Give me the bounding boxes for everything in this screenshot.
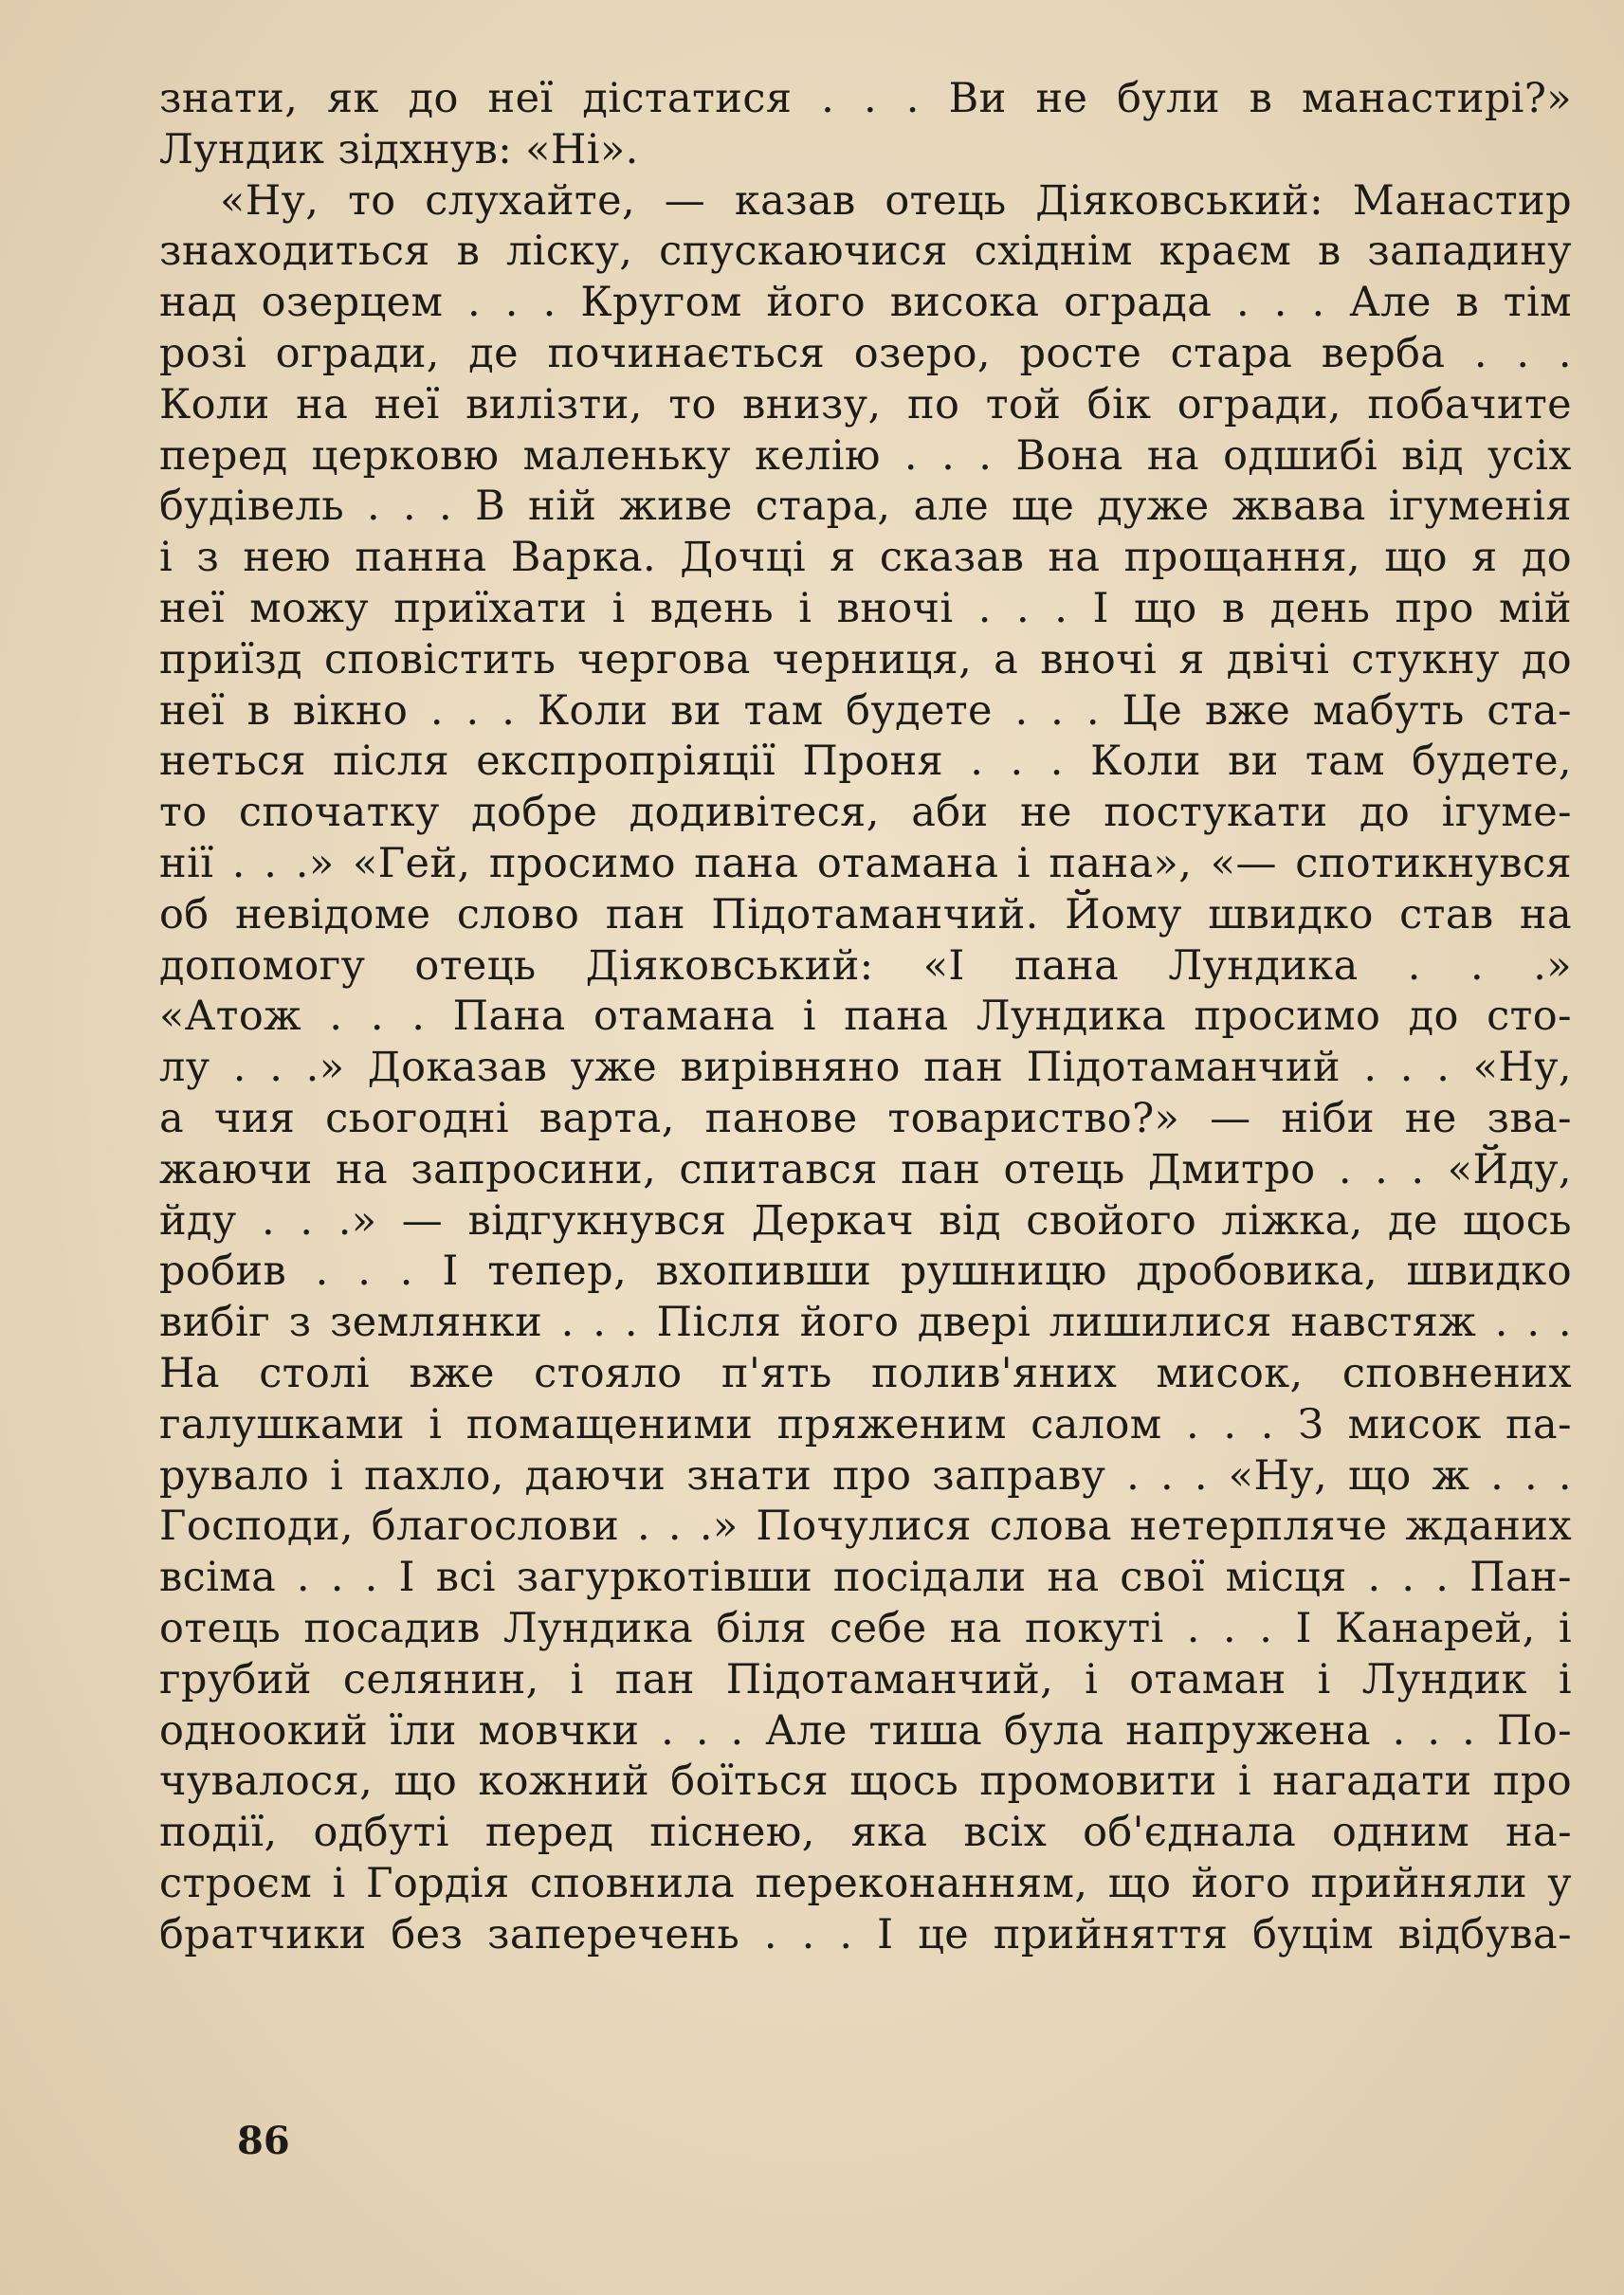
- text-line: розі огради, де починається озеро, росте стара верба . . .: [159, 329, 1572, 377]
- text-line: грубий селянин, і пан Підотаманчий, і отаман і Лундик і: [159, 1655, 1572, 1703]
- text-line: строєм і Гордія сповнила переконанням, що його прийняли у: [159, 1859, 1572, 1907]
- text-line: жаючи на запросини, спитався пан отець Дмитро . . . «Йду,: [159, 1145, 1572, 1193]
- text-line: об невідоме слово пан Підотаманчий. Йому швидко став на: [159, 890, 1572, 938]
- text-line: йду . . .» — відгукнувся Деркач від свойого ліжка, де щось: [159, 1196, 1572, 1245]
- text-line: знаходиться в ліску, спускаючися східнім краєм в западину: [159, 228, 1572, 276]
- text-line: Коли на неї вилізти, то внизу, по той бік огради, побачите: [159, 380, 1572, 428]
- text-line: і з нею панна Варка. Дочці я сказав на прощання, що я до: [159, 534, 1572, 582]
- text-line: «Ну, то слухайте, — казав отець Діяковський: Манастир: [220, 176, 1572, 225]
- text-line: робив . . . І тепер, вхопивши рушницю дробовика, швидко: [159, 1248, 1572, 1296]
- text-line: «Атож . . . Пана отамана і пана Лундика просимо до сто-: [159, 993, 1572, 1041]
- text-line: нії . . .» «Гей, просимо пана отамана і пана», «— спотикнувся: [159, 839, 1572, 887]
- text-line: приїзд сповістить чергова черниця, а вночі я двічі стукну до: [159, 635, 1572, 683]
- text-line: то спочатку добре додивітеся, аби не постукати до ігуме-: [159, 789, 1572, 837]
- text-line: братчики без заперечень . . . І це прийняття буцім відбува-: [159, 1910, 1572, 1958]
- text-line: Господи, благослови . . .» Почулися слова нетерпляче жданих: [159, 1503, 1572, 1551]
- text-line: всіма . . . І всі загуркотівши посідали на свої місця . . . Пан-: [159, 1554, 1572, 1602]
- text-line: отець посадив Лундика біля себе на покуті . . . І Канарей, і: [159, 1604, 1572, 1652]
- text-line: рувало і пахло, даючи знати про заправу . . . «Ну, що ж . . .: [159, 1451, 1572, 1500]
- text-line: над озерцем . . . Кругом його висока ограда . . . Але в тім: [159, 279, 1572, 327]
- text-line: будівель . . . В ній живе стара, але ще дуже жвава ігуменія: [159, 483, 1572, 531]
- text-line: перед церковю маленьку келію . . . Вона на одшибі від усіх: [159, 431, 1572, 480]
- text-line: Лундик зідхнув: «Ні».: [159, 125, 639, 173]
- text-line: події, одбуті перед піснею, яка всіх об'єднала одним на-: [159, 1809, 1572, 1857]
- text-line: неї можу приїхати і вдень і вночі . . . І що в день про мій: [159, 584, 1572, 632]
- text-line: галушками і помащеними пряженим салом . . . З мисок па-: [159, 1400, 1572, 1448]
- page-number: 86: [237, 2119, 290, 2163]
- text-line: допомогу отець Діяковський: «І пана Лундика . . .»: [159, 941, 1572, 990]
- text-line: знати, як до неї дістатися . . . Ви не були в манастирі?»: [159, 75, 1572, 122]
- text-line: лу . . .» Доказав уже вирівняно пан Підотаманчий . . . «Ну,: [159, 1044, 1572, 1092]
- text-line: одноокий їли мовчки . . . Але тиша була напружена . . . По-: [159, 1706, 1572, 1755]
- text-line: чувалося, що кожний боїться щось промовити і нагадати про: [159, 1758, 1572, 1806]
- body-text: [159, 74, 1572, 1960]
- text-line: неться після експропріяції Проня . . . Коли ви там будете,: [159, 738, 1572, 786]
- text-line: неї в вікно . . . Коли ви там будете . . . Це вже мабуть ста-: [159, 686, 1572, 735]
- text-line: На столі вже стояло п'ять полив'яних мисок, сповнених: [159, 1349, 1572, 1397]
- text-line: а чия сьогодні варта, панове товариство?» — ніби не зва-: [159, 1094, 1572, 1142]
- text-line: вибіг з землянки . . . Після його двері лишилися навстяж . . .: [159, 1299, 1572, 1347]
